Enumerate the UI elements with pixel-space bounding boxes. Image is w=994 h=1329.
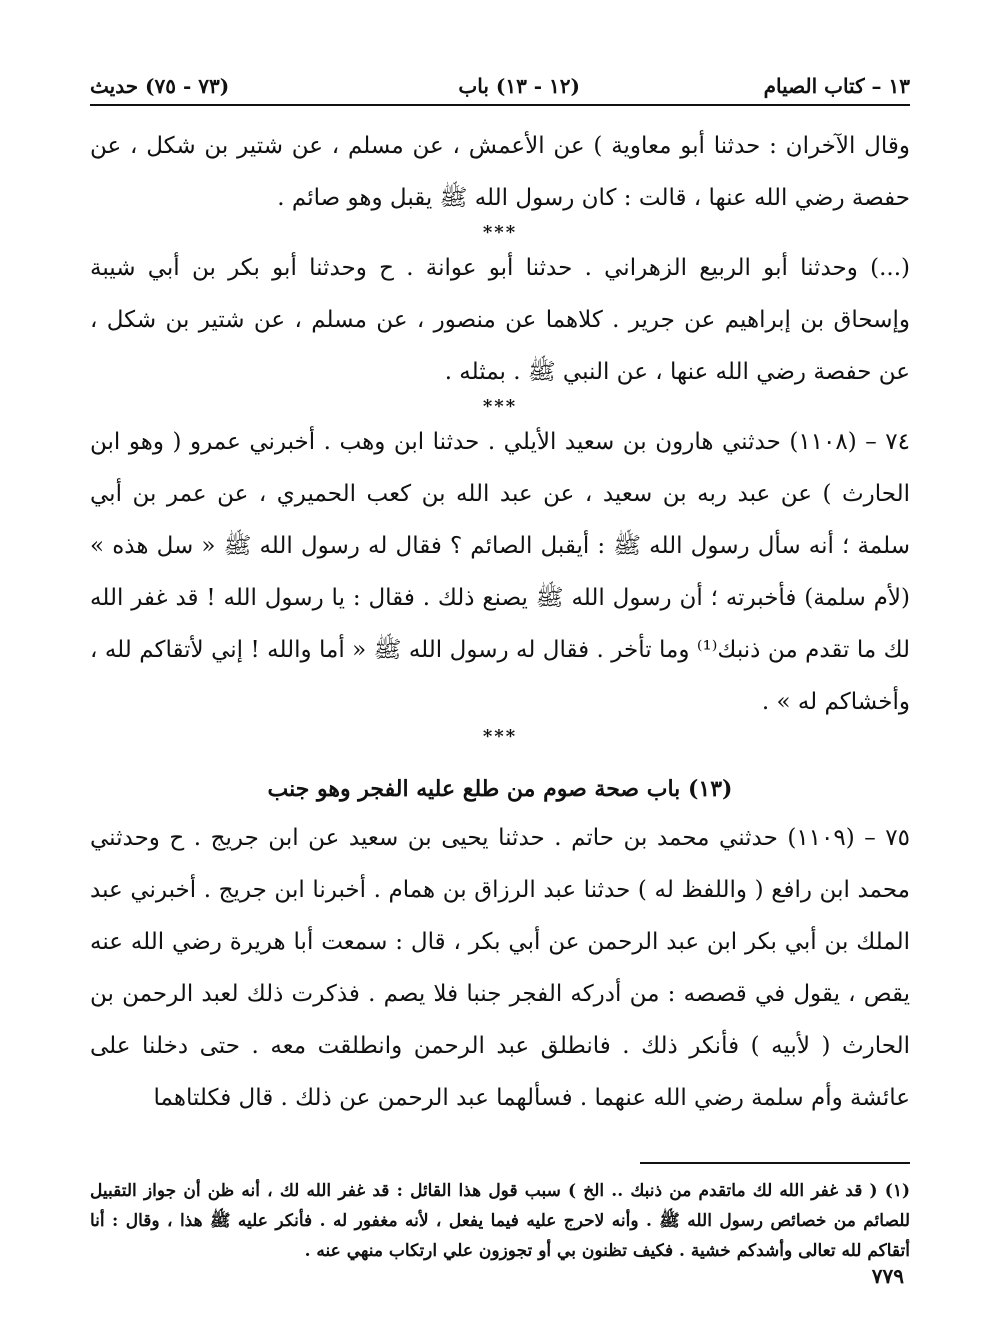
hadith-paragraph-1: وقال الآخران : حدثنا أبو معاوية ) عن الأعمش ، عن مسلم ، عن شتير بن شكل ، عن حفصة رضي الله عنها ، قالت : كان رسول الله ﷺ يقبل وهو صائم . [90, 133, 910, 211]
header-hadith-range: (٧٣ - ٧٥) حديث [90, 74, 230, 98]
header-chapter-range: (١٢ - ١٣) باب [458, 74, 580, 98]
page-body [90, 60, 910, 1266]
footnote: (١) ( قد غفر الله لك ماتقدم من ذنبك .. الخ ) سبب قول هذا القائل : قد غفر الله لك ، أنه ظن أن جواز التقبيل للصائم من خصائص رسول الله ﷺ . وأنه لاحرج عليه فيما يفعل ، لأنه مغفور له . فأنكر عليه ﷺ هذا ، وقال : أنا أتقاكم لله تعالى وأشدكم خشية . فكيف تظنون بي أو تجوزون علي ارتكاب منهي عنه . [90, 1181, 910, 1261]
header-book-title: ١٣ – كتاب الصيام [763, 74, 910, 98]
footnote-divider [640, 1162, 910, 1164]
hadith-paragraph-74: ٧٤ – (١١٠٨) حدثني هارون بن سعيد الأيلي . حدثنا ابن وهب . أخبرني عمرو ( وهو ابن الحارث ) عن عبد ربه بن سعيد ، عن عبد الله بن كعب الحميري ، عن عمر بن أبي سلمة ؛ أنه سأل رسول الله ﷺ : أيقبل الصائم ؟ فقال له رسول الله ﷺ « سل هذه » (لأم سلمة) فأخبرته ؛ أن رسول الله ﷺ يصنع ذلك . فقال : يا رسول الله ! قد غفر الله لك ما تقدم من ذنبك⁽¹⁾ وما تأخر . فقال له رسول الله ﷺ « أما والله ! إني لأتقاكم لله ، وأخشاكم له » . [90, 429, 910, 715]
chapter-heading: (١٣) باب صحة صوم من طلع عليه الفجر وهو جنب [267, 776, 733, 802]
page-number: ٧٧٩ [871, 1264, 904, 1288]
hadith-paragraph-2: (...) وحدثنا أبو الربيع الزهراني . حدثنا أبو عوانة . ح وحدثنا أبو بكر بن أبي شيبة وإسحاق بن إبراهيم عن جرير . كلاهما عن منصور ، عن مسلم ، عن شتير بن شكل ، عن حفصة رضي الله عنها ، عن النبي ﷺ . بمثله . [90, 255, 910, 385]
running-header [90, 60, 910, 106]
section-separator-1: *** [482, 222, 518, 243]
section-separator-2: *** [482, 396, 518, 417]
hadith-paragraph-75: ٧٥ – (١١٠٩) حدثني محمد بن حاتم . حدثنا يحيى بن سعيد عن ابن جريج . ح وحدثني محمد ابن رافع ( واللفظ له ) حدثنا عبد الرزاق بن همام . أخبرنا ابن جريج . أخبرني عبد الملك بن أبي بكر ابن عبد الرحمن عن أبي بكر ، قال : سمعت أبا هريرة رضي الله عنه يقص ، يقول في قصصه : من أدركه الفجر جنبا فلا يصم . فذكرت ذلك لعبد الرحمن بن الحارث ( لأبيه ) فأنكر ذلك . فانطلق عبد الرحمن وانطلقت معه . حتى دخلنا على عائشة وأم سلمة رضي الله عنهما . فسألهما عبد الرحمن عن ذلك . قال فكلتاهما [90, 825, 910, 1111]
section-separator-3: *** [482, 726, 518, 747]
